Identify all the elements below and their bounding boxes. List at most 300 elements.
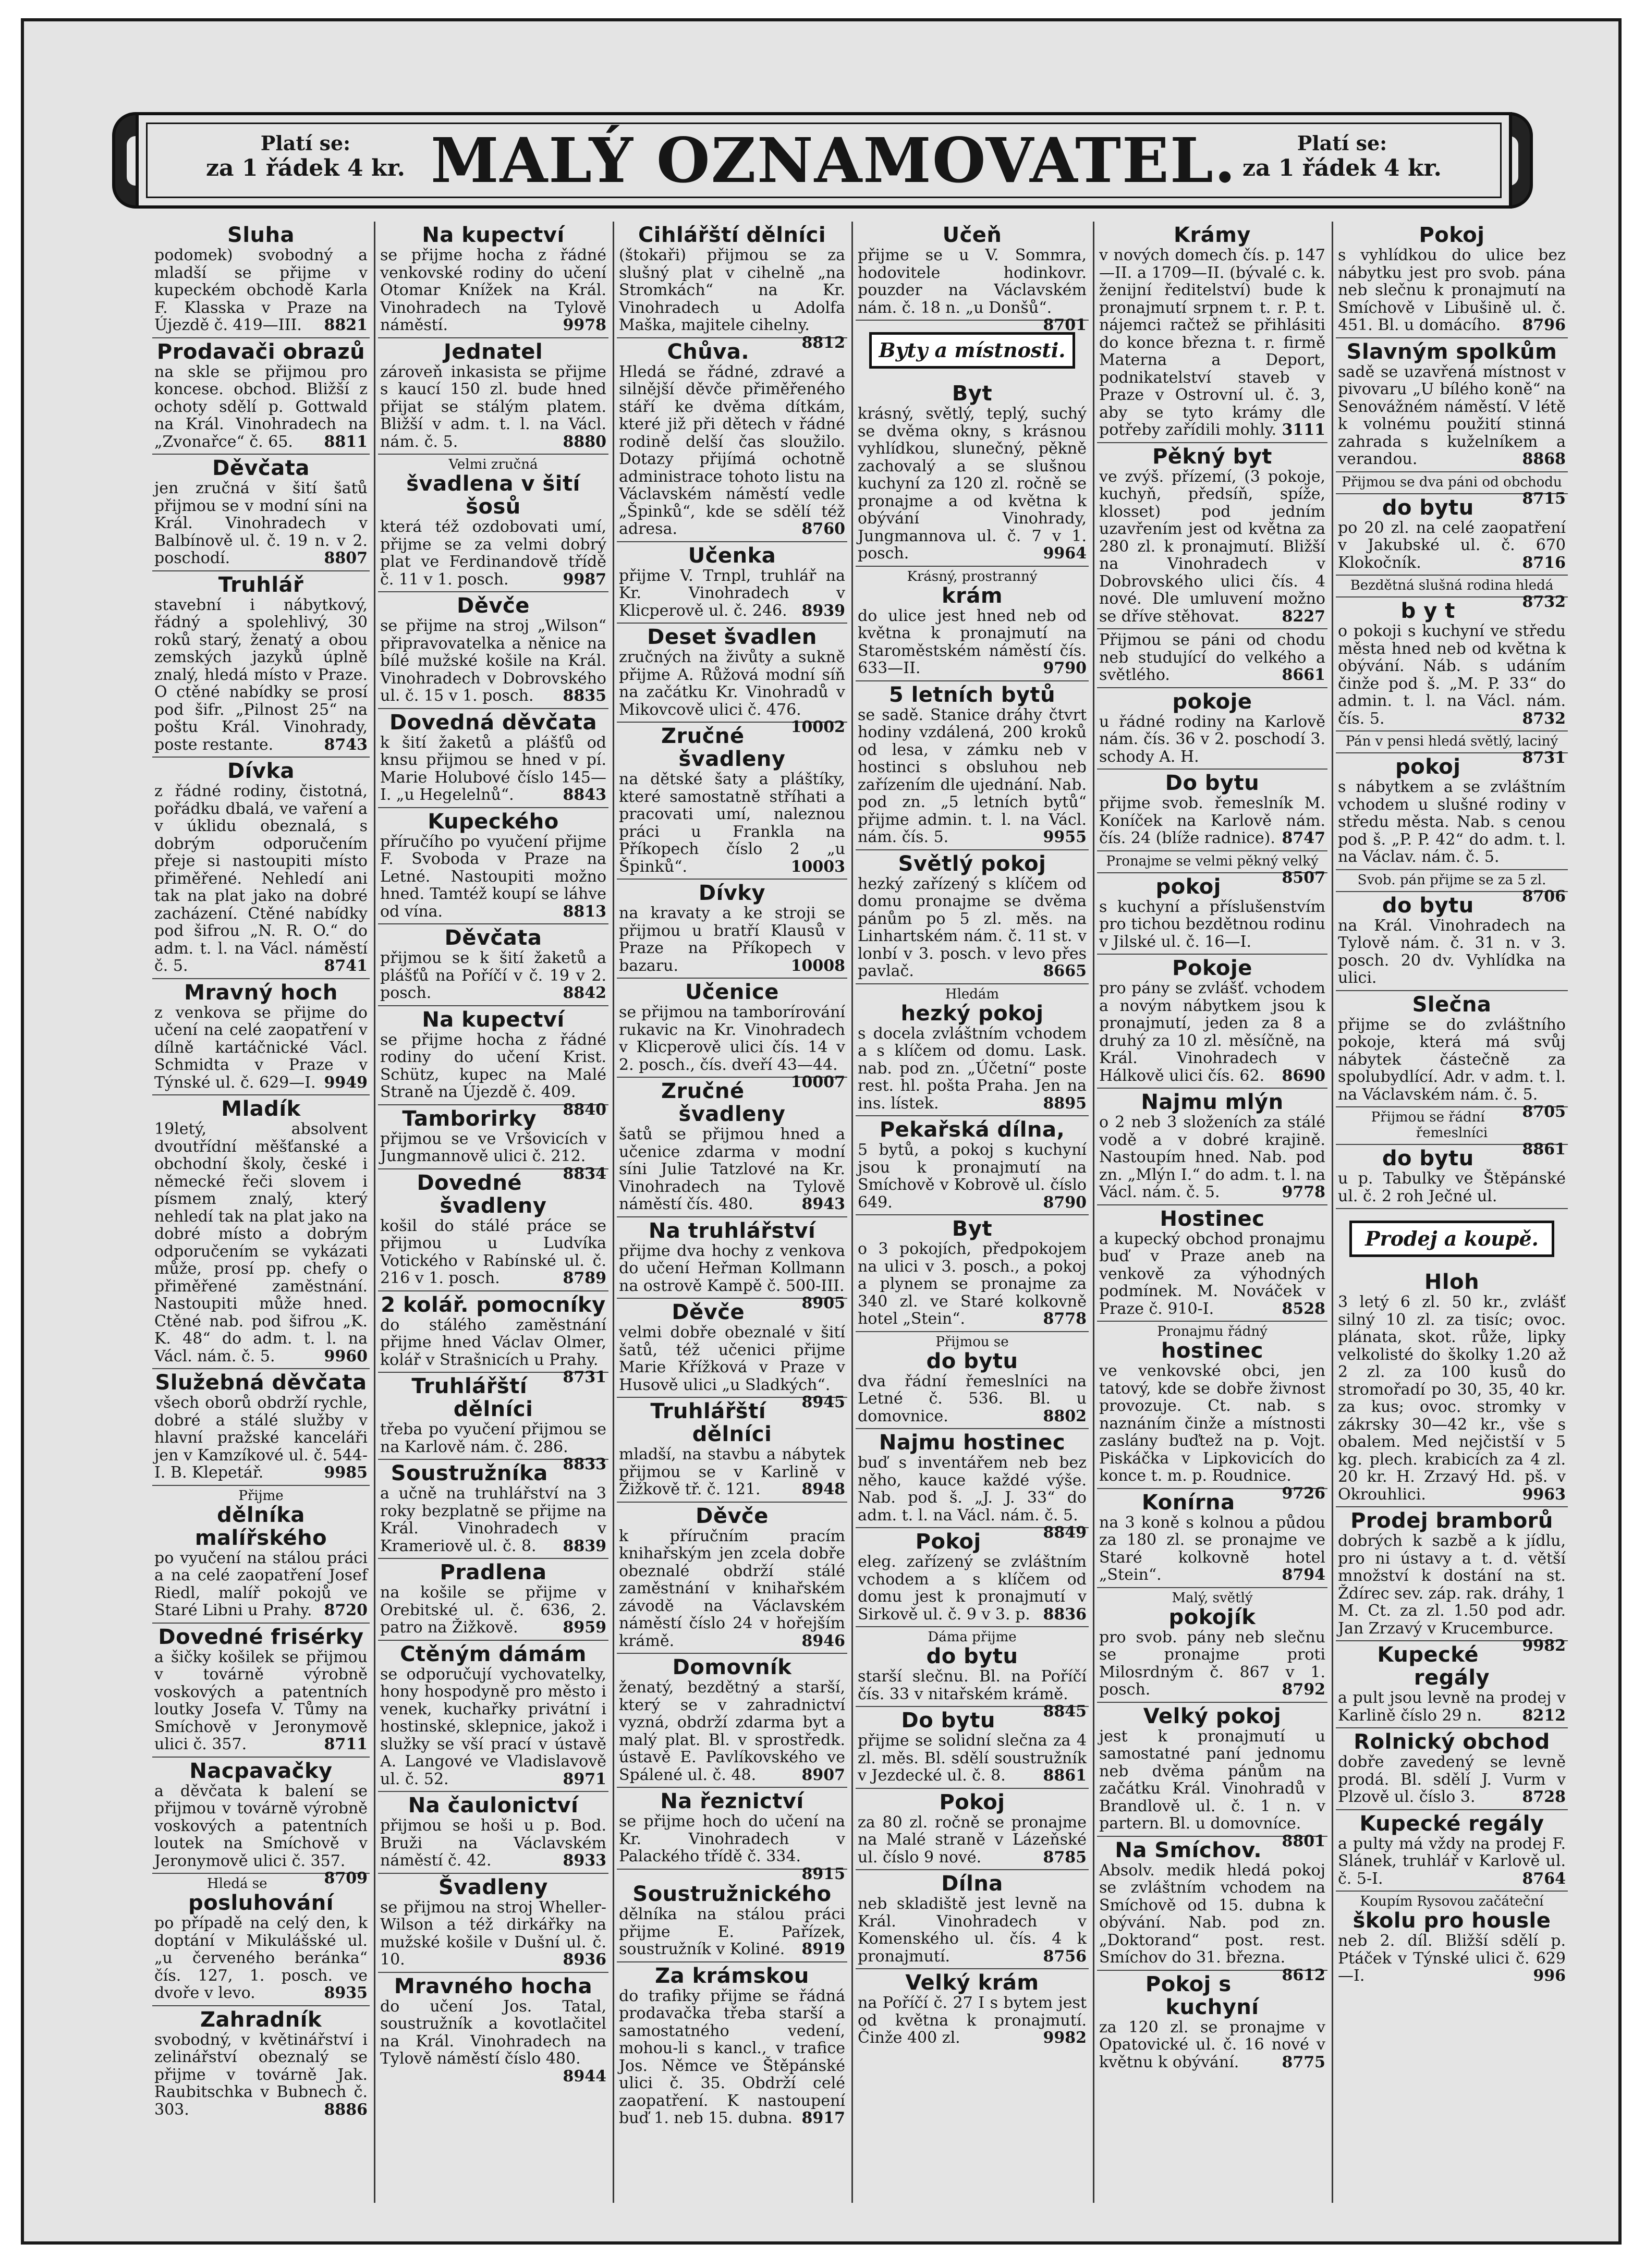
classified-ad [378,924,608,1006]
ad-number: 10007 [790,1073,845,1091]
ad-number: 8895 [1043,1094,1087,1113]
ad-heading: Kupeckého [428,809,559,834]
ad-text: přijme dva hochy z venkova do učení Heřman Kollmann na ostrově Kampě č. 500-III. [619,1241,845,1295]
ad-text: se odporučují vychovatelky, hony hospodyně pro město i venek, kuchařky privátní i hostinské, sklepnice, jakož i služky se vší prací v ústavě A. Langové ve Vladislavově ul. č. 52. [380,1665,606,1788]
ad-heading: pokoj [1155,874,1221,899]
ad-text: přijmou se hoši u p. Bod. Bruži na Václavském náměstí č. 42. [380,1816,606,1870]
ad-body [1099,1114,1325,1201]
ad-heading: Děvče [457,594,530,618]
ad-number: 8756 [1043,1947,1087,1966]
classified-ad [1097,770,1327,851]
section-heading: Byty a místnosti. [869,332,1075,369]
ad-heading: Pokoj [939,1790,1005,1814]
ad-number: 8792 [1282,1680,1325,1699]
ad-text: po případě na celý den, k doptání v Mikulášské ul. „u červeného beránka“ čís. 127, 1. posch. ve dvoře v levo. [154,1914,368,2002]
classified-ad [617,1078,847,1217]
ad-heading: Na truhlářství [648,1218,816,1243]
ad-text: sadě se uzavřená místnost v pivovaru „U bílého koně“ na Senovážném náměstí. V létě k volnému použití stinná zahrada s kuželníkem a verandou. [1338,362,1566,468]
ad-number: 8933 [563,1851,606,1870]
ad-text: z řádné rodiny, čistotná, pořádku dbalá, ve vaření a v úklidu obeznalá, s dobrým odporučením přeje si nastoupiti místo přiměřené. Nehledí ani tak na plat jako na dobré zacházení. Ctěné nabídky pod šifrou „N. R. O.“ do adm. t. l. na Václ. náměstí č. 5. [154,782,368,975]
ad-body [154,1649,368,1753]
ad-number: 10008 [790,956,845,975]
ad-heading: Tamborirky [402,1106,537,1131]
ad-text: mladší, na stavbu a nábytek přijmou se v Karlině v Žižkově tř. č. 121. [619,1445,845,1498]
ad-body [1338,1689,1566,1724]
ad-text: o pokoji s kuchyní ve středu města hned neb od května k obývání. Náb. s udáním činže pod š. „M. P. 33“ do admin. t. l. na Václ. nám. čís. 5. [1338,622,1566,728]
classified-ad [856,850,1089,984]
classified-ad [1336,222,1568,338]
ad-number: 8861 [1522,1140,1566,1159]
ad-number: 9982 [1522,1637,1566,1655]
classified-ad [152,1874,370,2006]
ad-number: 8833 [563,1455,606,1473]
ad-number: 8690 [1282,1066,1325,1085]
ad-text: a šičky košilek se přijmou v továrně výrobně voskových a patentních loutky Josefa V. Tůmy na Smíchově v Jeronymově ulici č. 357. [154,1648,368,1753]
ad-body [619,905,845,974]
ad-heading: Domovník [672,1655,792,1679]
ad-heading: Děvčata [444,926,542,950]
ad-number: 8880 [563,432,606,451]
column-divider [1332,222,1333,2203]
ad-body [154,363,368,451]
ad-heading: Kupecké regály [1377,1643,1490,1690]
ad-body [858,1732,1087,1785]
ad-text: všech oborů obdrží rychle, dobré a stálé služby v hlavní pražské kanceláři jen v Kamzíkové ul. č. 544-I. B. Klepetář. [154,1394,368,1482]
ad-preface: Přijmou se řádní řemeslníci [1371,1109,1488,1141]
ad-text: Absolv. medik hledá pokoj se zvláštním vchodem na Smíchově od 15. dubna k obývání. Nab. pod zn. „Doktorand“ post. rest. Smíchov do 31. března. [1099,1861,1325,1967]
ad-number: 8661 [1282,666,1325,684]
ad-body [619,1003,845,1091]
ad-text: přijme se do zvláštního pokoje, která má svůj nábytek částečně za spolubydlící. Adr. v adm. t. l. na Václavském nám. č. 5. [1338,1015,1566,1104]
ad-text: zároveň inkasista se přijme s kaucí 150 zl. bude hned přijat se stálým platem. Bližší v adm. t. l. na Václ. nám. č. 5. [380,362,606,451]
ad-number: 8943 [801,1195,845,1213]
classified-ad [1097,1971,1327,2075]
ad-number: 8528 [1282,1299,1325,1318]
ad-body [1338,519,1566,572]
ad-heading: Dovedná děvčata [389,710,598,735]
ad-text: přijmou se k šití žaketů a plášťů na Poříčí v č. 19 v 2. posch. [380,949,606,1002]
ad-body [380,1315,606,1386]
ad-number: 8935 [324,1984,368,2002]
ad-body [858,706,1087,846]
ad-text: šatů se přijmou hned a učenice zdarma v modní síni Julie Tatzlové na Kr. Vinohradech na Tylově náměstí čís. 480. [619,1125,845,1213]
ad-heading: Truhlářští dělníci [650,1399,772,1446]
ad-number: 8794 [1282,1566,1325,1584]
ad-body [380,1584,606,1637]
ad-heading: Soustružníka [391,1461,548,1485]
classified-ad [617,723,847,880]
ad-text: s vyhlídkou do ulice bez nábytku jest pro svob. pána neb slečnu k pronajmutí na Smíchově v Libušině ul. č. 451. Bl. u domácího. [1338,246,1566,334]
ad-heading: Mravný hoch [184,980,338,1005]
ad-body [1099,631,1325,684]
classified-ad [856,1627,1089,1721]
ad-number: 8728 [1522,1788,1566,1806]
ad-number: 996 [1533,1967,1566,1985]
ad-body [619,771,845,875]
ad-body [1338,247,1566,334]
ad-text: přijme se u V. Sommra, hodovitele hodinkovr. pouzder na Václavském nám. č. 18 n. „u Donšů“. [858,246,1087,317]
ad-body [858,875,1087,980]
classified-ad [378,1169,608,1291]
ad-heading: pokoj [1395,755,1461,779]
ad-heading: krám [942,583,1003,608]
ad-body [858,1814,1087,1867]
ad-number: 8839 [563,1537,606,1555]
classified-ad [856,380,1089,567]
ad-body [380,518,606,588]
ad-text: ve zvýš. přízemí, (3 pokoje, kuchyň, předsíň, spíže, klosset) pod jedním uzavřením jest od května za 280 zl. k pronajmutí. Bližší na Vinohradech v Dobrovského ulici čís. 4 nové. Dle umluvení možno se dříve stěhovat. [1099,467,1325,626]
ad-text: a kupecký obchod pronajmu buď v Praze aneb na venkově za výhodných podmínek. M. Nováček v Praze č. 910-I. [1099,1229,1325,1318]
ad-number: 9955 [1043,828,1087,846]
ad-preface: Malý, světlý [1172,1590,1253,1606]
classified-ad [856,1528,1089,1627]
ad-text: přijme V. Trnpl, truhlář na Kr. Vinohradech v Klicperově ul. č. 246. [619,566,845,620]
ad-number: 9960 [324,1347,368,1365]
ad-heading: Děvčata [212,456,310,480]
ad-text: stavební i nábytkový, řádný a spolehlivý, 30 roků starý, ženatý a obou zemských jazyků úplně znalý, hledá místo v Praze. O ctěné nabídky se prosí pod šifr. „Pilnost 25“ na poštu Král. Vinohrady, poste restante. [154,595,368,754]
ad-text: starší slečnu. Bl. na Poříčí čís. 33 v nitařském krámě. [858,1667,1087,1703]
classified-ad [1097,629,1327,688]
classified-ad [617,1788,847,1883]
classified-ad [1336,991,1568,1121]
ad-heading: Zručné švadleny [661,1079,786,1126]
classified-ad [1097,1837,1327,1984]
ad-text: zručných na živůty a sukně přijme A. Růžová modní síň na začátku Kr. Vinohradů v Mikovcově ulici č. 476. [619,648,845,719]
ad-preface: Bezdětná slušná rodina hledá [1350,578,1554,593]
ad-heading: Na řeznictví [660,1789,804,1813]
ad-number: 8843 [563,786,606,804]
ad-body [1099,1861,1325,1984]
ad-body [619,1987,845,2127]
ad-heading: Děvče [696,1504,769,1528]
classified-ad [1097,1588,1327,1703]
ad-heading: Slavným spolkům [1346,339,1557,364]
ad-body [1099,980,1325,1084]
classified-ad [152,1369,370,1486]
ad-number: 8849 [1043,1523,1087,1542]
ad-text: na dětské šaty a pláštíky, které samostatně stříhati a pracovati umí, naleznou práci u Frankla na Příkopech číslo 2 „u Špinků“. [619,770,845,876]
ad-body [1099,795,1325,847]
ad-column-4 [856,222,1089,2205]
classified-ad [1336,1892,1568,1988]
ad-preface: Hledá se [206,1876,267,1892]
ad-number: 9978 [563,316,606,334]
ad-body [619,1679,845,1784]
ad-number: 8842 [563,984,606,1002]
ad-heading: Najmu mlýn [1141,1090,1284,1114]
ad-body [380,949,606,1002]
ad-text: (štokaři) přijmou se za slušný plat v cihelně „na Stromkách“ na Kr. Vinohradech u Adolfa Maška, majitele cihelny. [619,246,845,334]
ad-text: se přijme na stroj „Wilson“ připravovatelka a něnice na bílé mužské košile na Král. Vinohradech v Dobrovského ul. č. 15 v 1. posch. [380,617,606,705]
ad-heading: Mravného hocha [394,1974,593,1998]
classified-ad [1336,753,1568,870]
ad-text: do stálého zaměstnání přijme hned Václav Olmer, kolář v Strašnicích u Prahy. [380,1315,606,1369]
ad-number: 9949 [324,1073,368,1092]
ad-heading: Soustružnického [632,1882,832,1906]
ad-body [619,1126,845,1213]
classified-ad [152,571,370,758]
ad-heading: Konírna [1141,1490,1235,1515]
ad-body [154,1004,368,1092]
ad-text: eleg. zařízený se zvláštním vchodem a s klíčem od domu jest k pronajmutí v Sirkově ul. č. 9 v 3. p. [858,1553,1087,1624]
classified-ad [1336,338,1568,472]
ad-body [154,1915,368,2002]
ad-text: ve venkovské obci, jen tatový, kde se dobře živnost provozuje. Ct. nab. s naznáním činže a místnosti zaslány buďtež na p. Vojt. Piskáčka v Lipkovicích do konce t. m. p. Roudnice. [1099,1362,1325,1485]
ad-number: 8868 [1522,450,1566,468]
ad-column-3 [617,222,847,2205]
ad-number: 8835 [563,687,606,705]
ad-heading: do bytu [1382,495,1474,520]
ad-number: 8732 [1522,593,1566,611]
ad-body [1338,1015,1566,1121]
ad-body [619,1812,845,1883]
ad-body [380,1666,606,1788]
ad-text: dobrých k sazbě a k jídlu, pro ni ústavy a t. d. větší množství k dostání na st. Ždírec sev. záp. rak. dráhy, 1 M. Ct. za zl. 1.50 pod adr. Jan Zrzavý v Krucemburce. [1338,1532,1566,1638]
ad-number: 10003 [790,857,845,876]
ad-text: pro svob. pány neb slečnu se pronajme proti Milosrdným č. 867 v 1. posch. [1099,1628,1325,1699]
ad-body [1099,713,1325,766]
ad-number: 9982 [1043,2029,1087,2047]
classified-ad [152,222,370,338]
rate-left [196,131,415,181]
ad-number: 9963 [1522,1485,1566,1504]
classified-ad [856,681,1089,850]
ad-preface: Koupím Rysovou začáteční [1360,1894,1544,1909]
classified-ad [1097,443,1327,630]
ad-text: a učně na truhlářství na 3 roky bezplatně se přijme na Král. Vinohradech v Krameriově ul. č. 8. [380,1484,606,1555]
classified-ad [1097,1089,1327,1205]
ad-heading: Sluha [227,223,295,247]
ad-body [1099,1629,1325,1699]
ad-text: u řádné rodiny na Karlově nám. čís. 36 v 2. poschodí 3. schody A. H. [1099,712,1325,766]
ad-heading: Mladík [221,1097,301,1121]
ad-heading: Hostinec [1160,1206,1265,1231]
ad-number: 8821 [324,316,368,334]
ad-text: podomek) svobodný a mladší se přijme v kupeckém obchodě Karla F. Klasska v Praze na Újezdě č. 419—III. [154,246,368,334]
ad-heading: Světlý pokoj [898,851,1046,876]
ad-heading: Byt [952,382,993,406]
ad-number: 8939 [801,601,845,620]
ad-text: po vyučení na stálou práci a na celé zaopatření Josef Riedl, malíř pokojů ve Staré Libni u Prahy. [154,1548,368,1619]
ad-body [1338,623,1566,727]
ad-heading: Dívky [698,881,766,905]
ad-body [619,1323,845,1411]
classified-ad [617,880,847,979]
ad-preface: Pronajme se velmi pěkný velký [1106,853,1319,869]
column-divider [374,222,375,2203]
ad-heading: Rolnický obchod [1354,1730,1550,1754]
ad-number: 9964 [1043,544,1087,563]
ad-column-6 [1336,222,1568,2205]
ad-heading: Slečna [1412,992,1492,1017]
classified-ad [617,624,847,736]
ad-number: 8778 [1043,1310,1087,1328]
ad-text: přijme svob. řemeslník M. Koníček na Karlově nám. čís. 24 (blíže radnice). [1099,794,1325,847]
ad-heading: Za krámskou [655,1964,809,1988]
ad-text: buď s inventářem neb bez něho, kauce každé výše. Nab. pod š. „J. J. 33“ do adm. t. l. na Václ. nám. č. 5. [858,1454,1087,1525]
classified-ad [1336,892,1568,991]
classified-ad [617,338,847,542]
classified-ad [152,758,370,979]
ad-number: 8701 [1043,316,1087,334]
rate-left-line1: Platí se: [260,131,351,155]
ad-text: košil do stálé práce se přijmou u Ludvíka Votického v Rabínské ul. č. 216 v 1. posch. [380,1216,606,1287]
rate-right [1233,131,1452,181]
ad-text: velmi dobře obeznalé v šití šatů, též učenici přijme Marie Křížková v Praze v Husově ulici „u Sladkých“. [619,1323,845,1394]
ad-text: na skle se přijmou pro koncese. obchod. Bližší z ochoty sdělí p. Gottwald na Král. Vinohradech na „Zvonařce“ č. 65. [154,362,368,451]
ad-number: 8915 [801,1864,845,1883]
ad-text: v nových domech čís. p. 147—II. a 1709—II. (bývalé c. k. ženijní ředitelství) bude k pronajmutí srpnem t. r. P. t. nájemci račtež se přihlásiti do konce března t. r. firmě Materna a Deport, podnikatelství staveb v Praze v Ostrovní ul. č. 3, aby se tyto krámy dle potřeby zařídili mohly. [1099,246,1325,439]
ad-preface: Hledám [945,986,1000,1002]
ad-body [619,1446,845,1498]
ad-body [380,247,606,334]
ad-heading: Pekařská dílna, [879,1118,1065,1142]
ad-body [380,1129,606,1183]
masthead-banner [136,112,1512,209]
classified-ad [617,1654,847,1788]
ad-body [380,734,606,804]
classified-ad [1097,1489,1327,1588]
classified-ad [1097,688,1327,770]
ad-heading: Truhlář [218,572,304,597]
classified-ad [856,567,1089,681]
ad-heading: Pradlena [440,1560,547,1584]
classified-ad [152,1486,370,1624]
ad-body [1099,247,1325,439]
classified-ad [1336,1810,1568,1892]
ad-heading: hostinec [1161,1339,1263,1363]
ad-column-2 [378,222,608,2205]
ad-body [1338,1753,1566,1806]
ad-number: 8507 [1282,868,1325,887]
ad-text: jest k pronajmutí u samostatné paní jednomu neb dvěma pánům na začátku Král. Vinohradů v Brandlově ul. č. 1 n. v partern. Bl. u domovníce. [1099,1727,1325,1833]
ad-heading: Učenka [688,543,776,568]
classified-ad [856,1870,1089,1969]
ad-body [380,1485,606,1555]
ad-heading: Zahradník [200,2007,322,2032]
ad-number: 8612 [1282,1966,1325,1984]
ad-body [1338,1532,1566,1655]
ad-number: 9790 [1043,659,1087,677]
ad-text: na kravaty a ke stroji se přijmou u bratří Klausů v Praze na Příkopech v bazaru. [619,904,845,975]
ad-number: 8959 [563,1618,606,1637]
ad-body [380,833,606,921]
ad-body [1338,778,1566,866]
ad-number: 8709 [324,1869,368,1887]
ad-body [858,246,1087,334]
ad-body [154,2031,368,2119]
ad-text: která též ozdobovati umí, přijme se za velmi dobrý plat ve Ferdinandově třídě č. 11 v 1. posch. [380,518,606,589]
classified-ad [378,808,608,925]
ad-number: 8716 [1522,553,1566,572]
ad-text: dělníka na stálou práci přijme E. Pařízek, soustružník v Koliné. [619,1905,845,1958]
ad-text: Přijmou se páni od chodu neb studující do velkého a světlého. [1099,631,1325,684]
classified-ad [378,709,608,808]
ad-number: 8760 [801,520,845,538]
ad-text: dobře zavedený se levně prodá. Bl. sdělí J. Vurm v Plzově ul. číslo 3. [1338,1753,1566,1806]
ad-number: 8665 [1043,962,1087,980]
ad-heading: Služebná děvčata [155,1371,367,1395]
ad-body [154,596,368,754]
ad-heading: Do bytu [901,1709,995,1733]
ad-body [1338,1835,1566,1888]
ad-text: ženatý, bezdětný a starší, který se v zahradnictví vyzná, obdrží zdarma byt a malý plat. Bl. v sprostředk. ústavě E. Pavlíkovského ve Spálené ul. č. 48. [619,1678,845,1784]
ad-heading: Učenice [685,980,779,1004]
ad-heading: švadlena v šití šosů [406,472,580,519]
ad-body [154,480,368,567]
ad-text: o 3 pokojích, předpokojem na ulici v 3. posch., a pokoj a plynem se pronajme za 340 zl. ve Staré kolkovně hotel „Stein“. [858,1240,1087,1328]
ad-text: s kuchyní a příslušenstvím pro tichou bezdětnou rodinu v Jilské ul. č. 16—I. [1099,897,1325,951]
ad-text: k příručním pracím knihařským jen zcela dobře obeznalé obdrží stálé zaměstnání v knihařském závodě na Václavském náměstí číslo 24 v hořejším krámě. [619,1527,845,1650]
ad-preface: Přijmou se [935,1334,1009,1350]
ad-heading: pokoje [1172,689,1252,714]
classified-ad [378,1291,608,1386]
ad-body [1099,1514,1325,1584]
ad-preface: Pronajmu řádný [1157,1324,1268,1339]
ad-text: svobodný, v květinářství i zelinářství obeznalý se přijme v továrně Jak. Raubitschka v Bubnech č. 303. [154,2030,368,2119]
ad-body [380,1217,606,1287]
ad-text: do ulice jest hned neb od května k pronajmutí na Staroměstském náměstí čís. 633—II. [858,606,1087,677]
ad-text: neb skladiště jest levně na Král. Vinohradech v Komenského ul. čís. 4 k pronajmutí. [858,1895,1087,1966]
ad-heading: Pokoj s kuchyní [1145,1972,1259,2019]
ad-number: 8917 [801,2109,845,2127]
ad-number: 8212 [1522,1706,1566,1725]
ad-text: do učení Jos. Tatal, soustružník a kovotlačitel na Král. Vinohradech na Tylově náměstí číslo 480. [380,1997,606,2068]
ad-number: 3111 [1282,421,1325,439]
ad-text: přijmou se ve Vršovicích v Jungmannově ulici č. 212. [380,1129,606,1165]
ad-body [619,567,845,620]
ad-number: 8711 [324,1735,368,1753]
ad-text: za 120 zl. se pronajme v Opatovické ul. č. 16 nové v květnu k obývání. [1099,2018,1325,2071]
ad-number: 8836 [1043,1605,1087,1624]
ad-heading: Prodavači obrazů [156,339,365,364]
ad-preface: Dáma přijme [928,1629,1017,1645]
rate-right-line2: za 1 řádek 4 kr. [1242,155,1442,181]
classified-ad [617,1398,847,1503]
classified-ad [856,1116,1089,1215]
ad-number: 8705 [1522,1103,1566,1121]
ad-heading: Nacpavačky [189,1759,333,1783]
ad-number: 8948 [801,1480,845,1498]
ad-text: a pulty má vždy na prodej F. Slánek, truhlář v Karlově ul. č. 5-I. [1338,1834,1566,1888]
classified-ad [1097,955,1327,1089]
ad-column-1 [152,222,370,2205]
ad-heading: Pokoje [1172,956,1252,980]
ad-body [154,247,368,334]
ad-body [1338,917,1566,987]
ad-number: 8944 [563,2067,606,2086]
ad-heading: Pokoj [915,1530,981,1554]
ad-preface: Přijme [238,1487,284,1504]
ad-number: 8886 [324,2100,368,2119]
ad-number: 8861 [1043,1766,1087,1785]
ad-heading: Dovedné frisérky [158,1625,364,1649]
ad-heading: Na kupectví [422,1007,565,1032]
ad-number: 8731 [563,1368,606,1386]
ad-text: se přijme hocha z řádné venkovské rodiny do učení Otomar Knížek na Král. Vinohradech na Tylově náměstí. [380,246,606,334]
ad-body [1099,468,1325,626]
classified-ad [1336,598,1568,731]
ad-number: 8789 [563,1269,606,1287]
ad-text: 5 bytů, a pokoj s kuchyní jsou k pronajmutí na Smíchově v Kobrově ul. číslo 649. [858,1141,1087,1212]
ad-preface: Přijmou se dva páni od obchodu [1342,474,1562,490]
ad-body [858,1994,1087,2047]
ad-heading: hezký pokoj [900,1001,1044,1026]
ad-number: 8840 [563,1100,606,1119]
column-divider [613,222,614,2203]
ad-text: s nábytkem a se zvláštním vchodem u slušné rodiny v středu města. Nab. s cenou pod š. „P. P. 42“ do adm. t. l. na Václav. nám. č. 5. [1338,778,1566,866]
ad-heading: Ctěným dámám [400,1642,587,1666]
